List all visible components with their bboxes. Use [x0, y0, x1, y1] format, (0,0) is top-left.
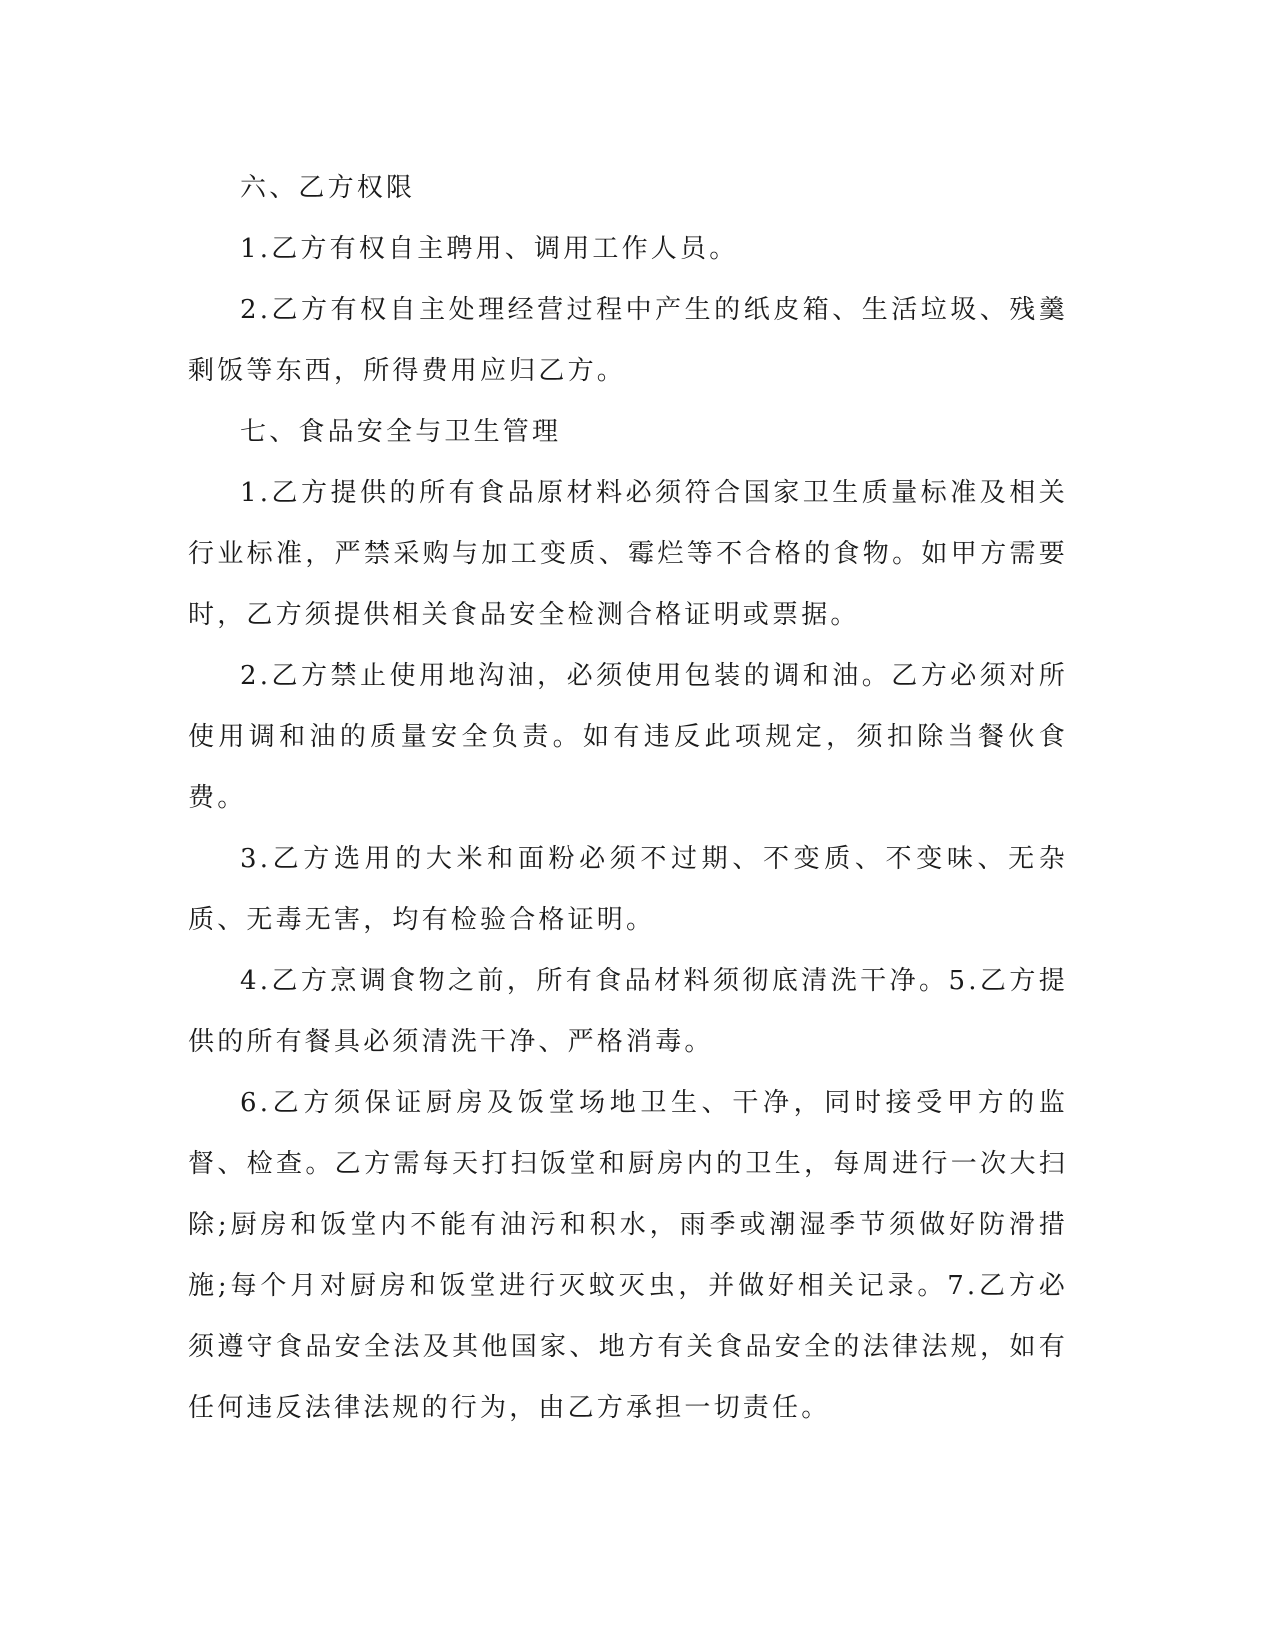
- paragraph-7-2: 2.乙方禁止使用地沟油，必须使用包装的调和油。乙方必须对所使用调和油的质量安全负责。如有违反此项规定，须扣除当餐伙食费。: [188, 661, 1068, 813]
- paragraph-6-1: 1.乙方有权自主聘用、调用工作人员。: [240, 234, 739, 264]
- section-heading-6: 六、乙方权限: [240, 173, 416, 203]
- paragraph-7-3: 3.乙方选用的大米和面粉必须不过期、不变质、不变味、无杂质、无毒无害，均有检验合格证明。: [188, 844, 1068, 935]
- document-body: [188, 158, 1068, 1439]
- paragraph-6-2: 2.乙方有权自主处理经营过程中产生的纸皮箱、生活垃圾、残羹剩饭等东西，所得费用应归乙方。: [188, 295, 1068, 386]
- paragraph-7-6: 6.乙方须保证厨房及饭堂场地卫生、干净，同时接受甲方的监督、检查。乙方需每天打扫饭堂和厨房内的卫生，每周进行一次大扫除;厨房和饭堂内不能有油污和积水，雨季或潮湿季节须做好防滑措施;每个月对厨房和饭堂进行灭蚊灭虫，并做好相关记录。7.乙方必须遵守食品安全法及其他国家、地方有关食品安全的法律法规，如有任何违反法律法规的行为，由乙方承担一切责任。: [188, 1088, 1068, 1423]
- paragraph-7-1: 1.乙方提供的所有食品原材料必须符合国家卫生质量标准及相关行业标准，严禁采购与加工变质、霉烂等不合格的食物。如甲方需要时，乙方须提供相关食品安全检测合格证明或票据。: [188, 478, 1068, 630]
- paragraph-7-4: 4.乙方烹调食物之前，所有食品材料须彻底清洗干净。5.乙方提供的所有餐具必须清洗干净、严格消毒。: [188, 966, 1068, 1057]
- section-heading-7: 七、食品安全与卫生管理: [240, 417, 562, 447]
